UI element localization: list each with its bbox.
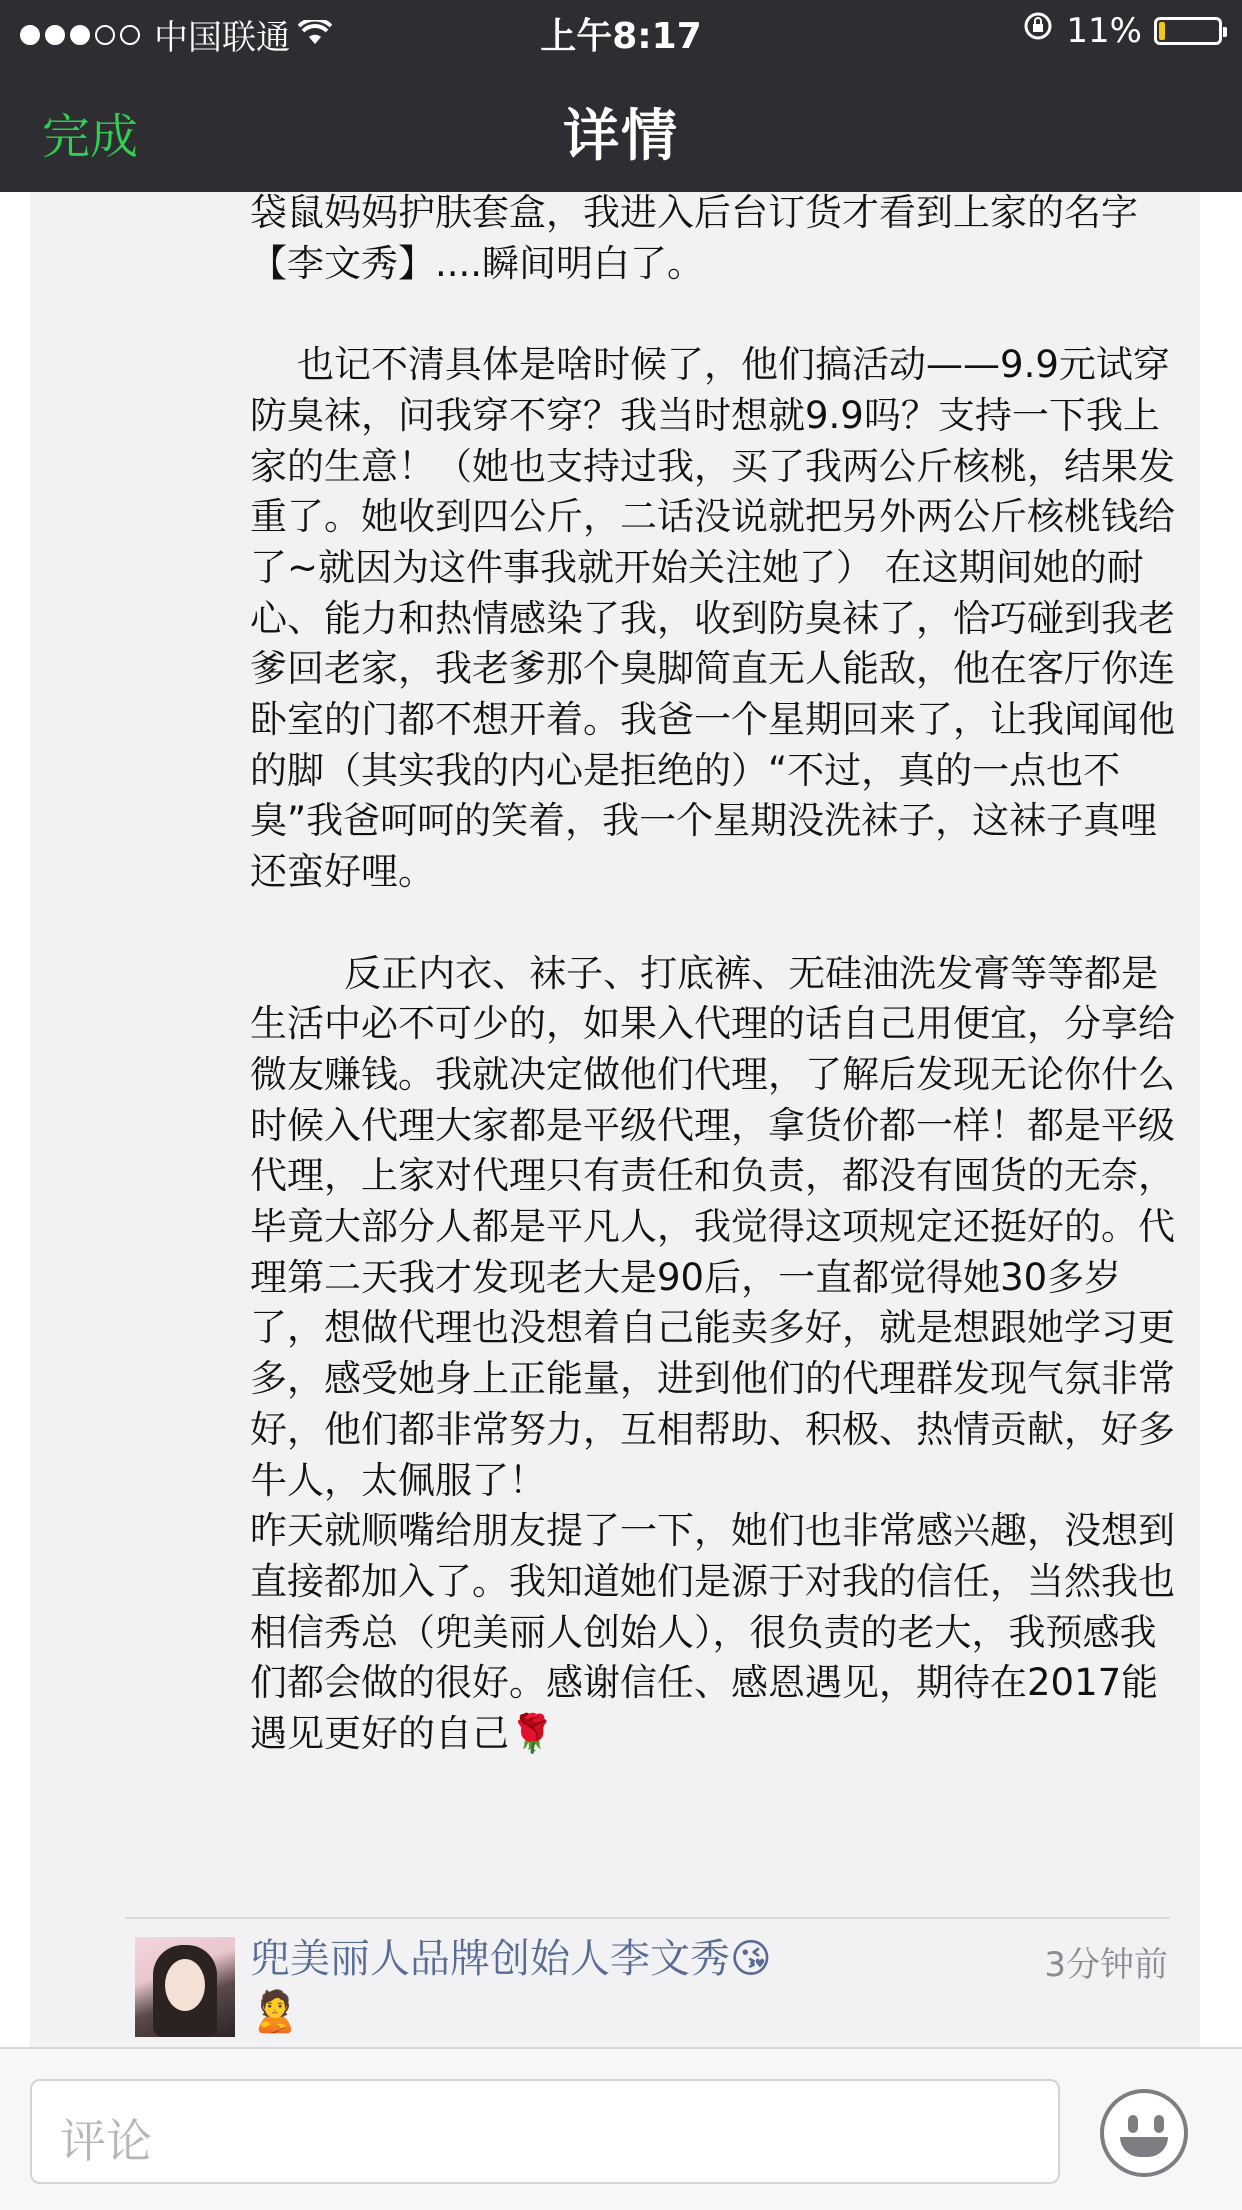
comment-input[interactable]: [30, 2079, 1060, 2184]
emoji-button-icon[interactable]: [1100, 2089, 1188, 2177]
carrier-name: 中国联通: [154, 18, 290, 58]
post-body: 袋鼠妈妈护肤套盒，我进入后台订货才看到上家的名字【李文秀】....瞬间明白了。 也记不清具体是啥时候了，他们搞活动——9.9元试穿防臭袜，问我穿不穿？我当时想就9.9吗？支持一下我上家的生意！（她也支持过我，买了我两公斤核桃，结果发重了。她收到四公斤，二话没说就把另外两公斤核桃钱给了~就因为这件事我就开始关注她了） 在这期间她的耐心、能力和热情感染了我，收到防臭袜了，恰巧碰到我老爹回老家，我老爹那个臭脚简直无人能敌，他在客厅你连卧室的门都不想开着。我爸一个星期回来了，让我闻闻他的脚（其实我的内心是拒绝的）“不过，真的一点也不臭”我爸呵呵的笑着，我一个星期没洗袜子，这袜子真哩还蛮好哩。 反正内衣、袜子、打底裤、无硅油洗发膏等等都是生活中必不可少的，如果入代理的话自己用便宜，分享给微友赚钱。我就决定做他们代理，了解后发现无论你什么时候入代理大家都是平级代理，拿货价都一样！都是平级代理，上家对代理只有责任和负责，都没有囤货的无奈，毕竟大部分人都是平凡人，我觉得这项规定还挺好的。代理第二天我才发现老大是90后，一直都觉得她30多岁了，想做代理也没想着自己能卖多好，就是想跟她学习更多，感受她身上正能量，进到他们的代理群发现气氛非常好，他们都非常努力，互相帮助、积极、热情贡献，好多牛人，太佩服了！ 昨天就顺嘴给朋友提了一下，她们也非常感兴趣，没想到直接都加入了。我知道她们是源于对我的信任，当然我也相信秀总（兜美丽人创始人），很负责的老大，我预感我们都会做的很好。感谢信任、感恩遇见，期待在2017能遇见更好的自己: [250, 192, 1175, 1756]
post-detail[interactable]: [30, 192, 1200, 2047]
rose-emoji: 🌹: [509, 1712, 556, 1756]
page-title: 详情: [563, 104, 679, 169]
status-time: 上午8:17: [540, 16, 702, 57]
comment-divider: [125, 1917, 1170, 1919]
battery-icon: [1154, 17, 1222, 45]
done-button[interactable]: 完成: [42, 109, 139, 165]
comment-body: 🙎: [250, 1989, 300, 2035]
comment-input-bar: [0, 2047, 1242, 2210]
rotation-lock-icon: [1022, 10, 1054, 51]
comment-placeholder: 评论: [60, 2114, 152, 2168]
post-text-block: [250, 192, 1190, 1760]
nav-bar: [0, 62, 1242, 192]
comment-time: 3分钟前: [1044, 1945, 1168, 1985]
battery-percent: 11%: [1066, 10, 1142, 51]
status-right: [1022, 10, 1222, 51]
avatar[interactable]: [135, 1937, 235, 2037]
comment-author[interactable]: 兜美丽人品牌创始人李文秀😘: [250, 1936, 772, 1982]
status-bar: [0, 0, 1242, 62]
